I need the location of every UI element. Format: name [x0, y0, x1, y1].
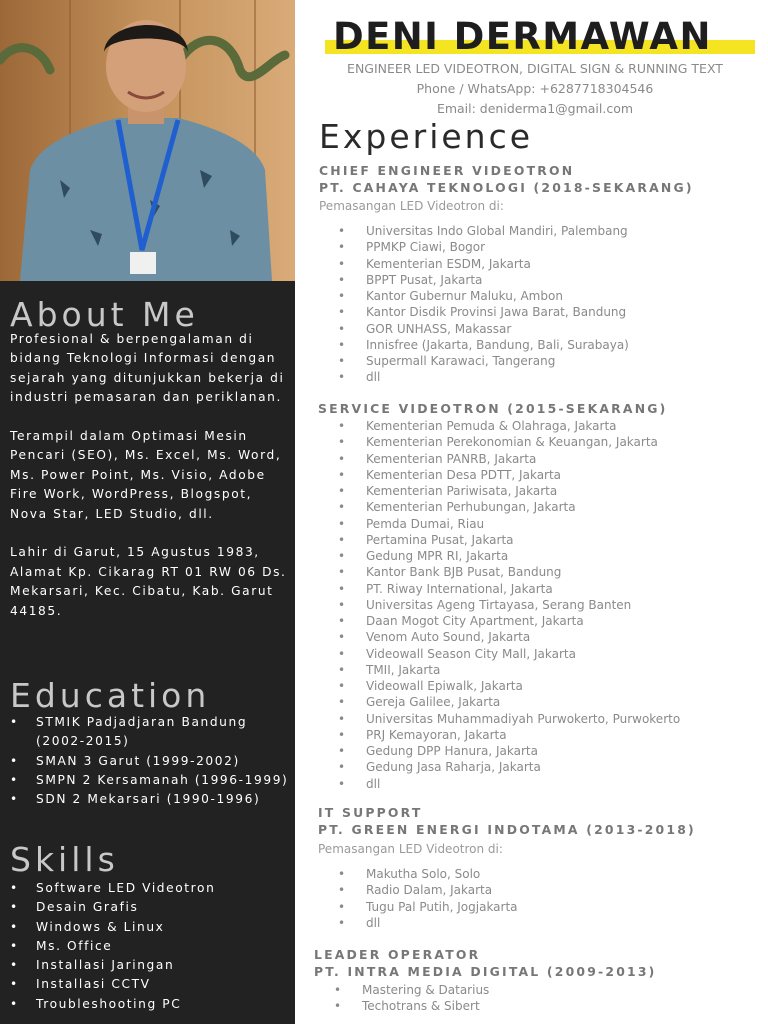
experience-item: • Techotrans & Sibert	[334, 998, 489, 1014]
education-item: • SDN 2 Mekarsari (1990-1996)	[10, 790, 292, 809]
profile-photo-illustration	[0, 0, 295, 281]
profile-photo	[0, 0, 295, 281]
job-items	[334, 982, 489, 1015]
skill-item: • Troubleshooting PC	[10, 995, 292, 1014]
about-paragraph: Terampil dalam Optimasi Mesin Pencari (SEO), Ms. Excel, Ms. Word, Ms. Power Point, Ms. Visio, Adobe Fire Work, WordPress, Blogspot, Nova Star, LED Studio, dll.	[10, 429, 282, 521]
experience-heading: Experience	[319, 117, 534, 156]
email-text: Email: deniderma1@gmail.com	[436, 101, 634, 116]
education-item: • STMIK Padjadjaran Bandung (2002-2015)	[10, 713, 292, 752]
experience-item: • dll	[338, 369, 629, 385]
experience-item: • Tugu Pal Putih, Jogjakarta	[338, 899, 518, 915]
education-item: • SMPN 2 Kersamanah (1996-1999)	[10, 771, 292, 790]
experience-item: • dll	[338, 915, 518, 931]
experience-item: • Kantor Gubernur Maluku, Ambon	[338, 288, 629, 304]
job-items	[338, 418, 680, 792]
person-name: DENI DERMAWAN	[333, 15, 712, 58]
job-role: CHIEF ENGINEER VIDEOTRON	[319, 163, 575, 178]
phone-text: Phone / WhatsApp: +6287718304546	[416, 81, 654, 96]
experience-item: • PPMKP Ciawi, Bogor	[338, 239, 629, 255]
education-list	[10, 713, 292, 809]
experience-item: • Makutha Solo, Solo	[338, 866, 518, 882]
job-title: ENGINEER LED VIDEOTRON, DIGITAL SIGN & RUNNING TEXT	[347, 61, 723, 76]
sidebar	[0, 0, 295, 1024]
job-company: PT. CAHAYA TEKNOLOGI (2018-SEKARANG)	[319, 180, 694, 195]
about-paragraph: Lahir di Garut, 15 Agustus 1983, Alamat Kp. Cikarag RT 01 RW 06 Ds. Mekarsari, Kec. Cibatu, Kab. Garut 44185.	[10, 545, 287, 618]
experience-item: • Venom Auto Sound, Jakarta	[338, 629, 680, 645]
experience-item: • Universitas Ageng Tirtayasa, Serang Banten	[338, 597, 680, 613]
skill-item: • Software LED Videotron	[10, 879, 292, 898]
job-role: LEADER OPERATOR	[314, 947, 481, 962]
experience-item: • dll	[338, 776, 680, 792]
experience-item: • Supermall Karawaci, Tangerang	[338, 353, 629, 369]
experience-item: • Kementerian Desa PDTT, Jakarta	[338, 467, 680, 483]
experience-item: • PT. Riway International, Jakarta	[338, 581, 680, 597]
experience-item: • TMII, Jakarta	[338, 662, 680, 678]
experience-item: • Universitas Indo Global Mandiri, Palembang	[338, 223, 629, 239]
experience-item: • Gedung DPP Hanura, Jakarta	[338, 743, 680, 759]
experience-item: • Kementerian Pariwisata, Jakarta	[338, 483, 680, 499]
experience-item: • BPPT Pusat, Jakarta	[338, 272, 629, 288]
experience-item: • Radio Dalam, Jakarta	[338, 882, 518, 898]
experience-item: • Gedung MPR RI, Jakarta	[338, 548, 680, 564]
job-company: PT. INTRA MEDIA DIGITAL (2009-2013)	[314, 964, 657, 979]
experience-item: • Pertamina Pusat, Jakarta	[338, 532, 680, 548]
skill-item: • Desain Grafis	[10, 898, 292, 917]
experience-item: • Videowall Epiwalk, Jakarta	[338, 678, 680, 694]
education-heading: Education	[10, 676, 211, 715]
experience-item: • Mastering & Datarius	[334, 982, 489, 998]
skill-item: • Installasi Jaringan	[10, 956, 292, 975]
about-text	[10, 330, 290, 640]
experience-item: • Gedung Jasa Raharja, Jakarta	[338, 759, 680, 775]
job-items	[338, 223, 629, 386]
experience-item: • Daan Mogot City Apartment, Jakarta	[338, 613, 680, 629]
skills-heading: Skills	[10, 840, 119, 879]
skill-item: • Installasi CCTV	[10, 975, 292, 994]
experience-item: • Kementerian ESDM, Jakarta	[338, 256, 629, 272]
experience-item: • Kantor Bank BJB Pusat, Bandung	[338, 564, 680, 580]
about-paragraph: Profesional & berpengalaman di bidang Teknologi Informasi dengan sejarah yang ditunjukkan bekerja di industri pemasaran dan periklanan.	[10, 332, 285, 405]
job-items	[338, 866, 518, 931]
job-note: Pemasangan LED Videotron di:	[319, 199, 504, 213]
job-company: PT. GREEN ENERGI INDOTAMA (2013-2018)	[318, 822, 696, 837]
skills-list	[10, 879, 292, 1014]
experience-item: • GOR UNHASS, Makassar	[338, 321, 629, 337]
experience-item: • PRJ Kemayoran, Jakarta	[338, 727, 680, 743]
skill-item: • Windows & Linux	[10, 918, 292, 937]
experience-item: • Kementerian Perhubungan, Jakarta	[338, 499, 680, 515]
experience-item: • Innisfree (Jakarta, Bandung, Bali, Surabaya)	[338, 337, 629, 353]
education-item: • SMAN 3 Garut (1999-2002)	[10, 752, 292, 771]
experience-item: • Videowall Season City Mall, Jakarta	[338, 646, 680, 662]
experience-item: • Gereja Galilee, Jakarta	[338, 694, 680, 710]
job-role: SERVICE VIDEOTRON (2015-SEKARANG)	[318, 401, 668, 416]
job-role: IT SUPPORT	[318, 805, 423, 820]
skill-item: • Ms. Office	[10, 937, 292, 956]
experience-item: • Pemda Dumai, Riau	[338, 516, 680, 532]
about-heading: About Me	[10, 295, 199, 334]
experience-item: • Kementerian PANRB, Jakarta	[338, 451, 680, 467]
job-note: Pemasangan LED Videotron di:	[318, 842, 503, 856]
experience-item: • Universitas Muhammadiyah Purwokerto, Purwokerto	[338, 711, 680, 727]
experience-item: • Kementerian Perekonomian & Keuangan, Jakarta	[338, 434, 680, 450]
experience-item: • Kementerian Pemuda & Olahraga, Jakarta	[338, 418, 680, 434]
experience-item: • Kantor Disdik Provinsi Jawa Barat, Bandung	[338, 304, 629, 320]
